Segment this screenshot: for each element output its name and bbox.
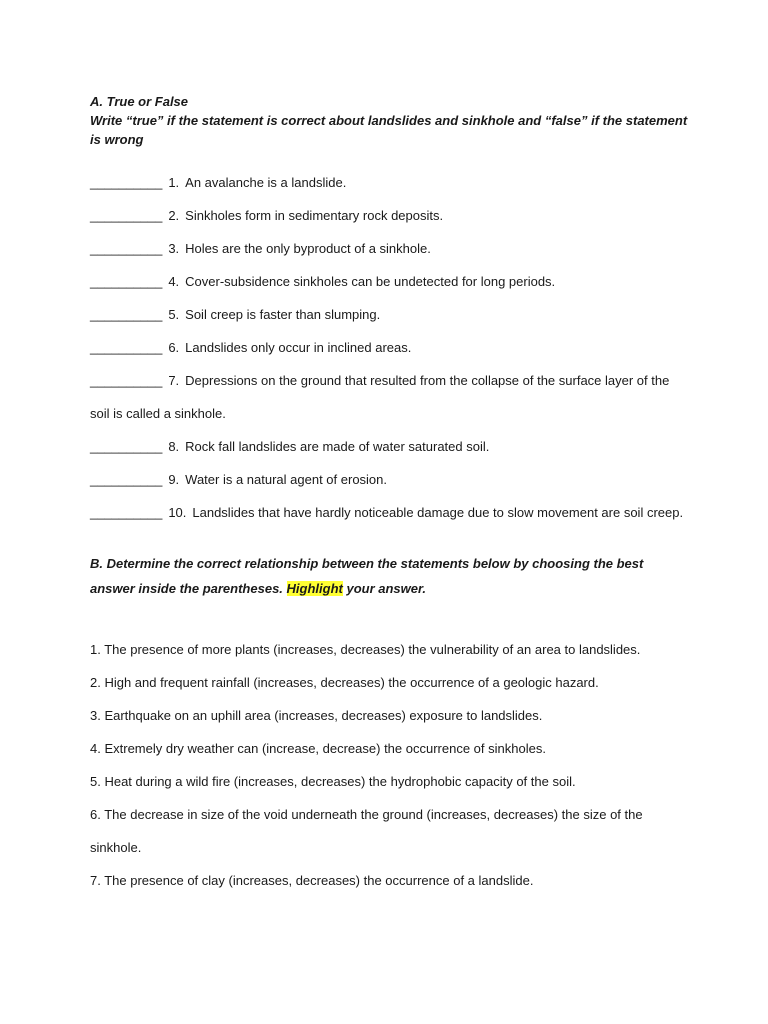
- list-item: [90, 265, 690, 298]
- item-statement: Depressions on the ground that resulted from the collapse of the surface layer of the soil is called a sinkhole.: [90, 373, 670, 421]
- item-number: 7.: [168, 373, 180, 388]
- list-item: [90, 199, 690, 232]
- item-number: 8.: [168, 439, 180, 454]
- item-statement: Holes are the only byproduct of a sinkhole.: [185, 241, 431, 256]
- answer-blank: __________: [90, 208, 163, 223]
- list-item: [90, 232, 690, 265]
- section-b-instructions-end: your answer.: [342, 581, 426, 596]
- answer-blank: __________: [90, 241, 163, 256]
- list-item: 4. Extremely dry weather can (increase, decrease) the occurrence of sinkholes.: [90, 741, 546, 756]
- relationship-list: [90, 633, 690, 897]
- answer-blank: __________: [90, 505, 163, 520]
- item-statement: Rock fall landslides are made of water saturated soil.: [185, 439, 490, 454]
- answer-blank: __________: [90, 307, 163, 322]
- list-item: [90, 298, 690, 331]
- item-number: 2.: [168, 208, 180, 223]
- list-item: 1. The presence of more plants (increases, decreases) the vulnerability of an area to landslides.: [90, 642, 641, 657]
- item-statement: Sinkholes form in sedimentary rock deposits.: [185, 208, 444, 223]
- item-statement: Soil creep is faster than slumping.: [185, 307, 381, 322]
- list-item: [90, 166, 690, 199]
- list-item: 3. Earthquake on an uphill area (increases, decreases) exposure to landslides.: [90, 708, 543, 723]
- answer-blank: __________: [90, 340, 163, 355]
- list-item: 6. The decrease in size of the void underneath the ground (increases, decreases) the size of the sinkhole.: [90, 807, 643, 855]
- section-a-title: A. True or False: [90, 94, 189, 109]
- highlight-word: Highlight: [286, 581, 343, 596]
- section-a-instructions: Write “true” if the statement is correct about landslides and sinkhole and “false” if the statement is wrong: [90, 113, 688, 147]
- answer-blank: __________: [90, 472, 163, 487]
- list-item: [90, 331, 690, 364]
- item-number: 1.: [168, 175, 180, 190]
- list-item: 7. The presence of clay (increases, decreases) the occurrence of a landslide.: [90, 873, 534, 888]
- section-b-instructions: [90, 551, 690, 601]
- list-item: [90, 496, 690, 529]
- item-number: 10.: [168, 505, 187, 520]
- list-item: [90, 364, 690, 430]
- item-statement: An avalanche is a landslide.: [185, 175, 347, 190]
- list-item: [90, 430, 690, 463]
- item-statement: Water is a natural agent of erosion.: [185, 472, 388, 487]
- item-statement: Landslides that have hardly noticeable damage due to slow movement are soil creep.: [192, 505, 684, 520]
- item-statement: Cover-subsidence sinkholes can be undetected for long periods.: [185, 274, 556, 289]
- true-false-list: [90, 166, 690, 529]
- item-number: 5.: [168, 307, 180, 322]
- section-b-instructions-text: B. Determine the correct relationship between the statements below by choosing the best answer inside the parentheses.: [90, 556, 644, 596]
- answer-blank: __________: [90, 373, 163, 388]
- answer-blank: __________: [90, 175, 163, 190]
- list-item: [90, 463, 690, 496]
- answer-blank: __________: [90, 274, 163, 289]
- item-number: 3.: [168, 241, 180, 256]
- item-statement: Landslides only occur in inclined areas.: [185, 340, 412, 355]
- answer-blank: __________: [90, 439, 163, 454]
- item-number: 9.: [168, 472, 180, 487]
- list-item: 5. Heat during a wild fire (increases, decreases) the hydrophobic capacity of the soil.: [90, 774, 576, 789]
- item-number: 6.: [168, 340, 180, 355]
- worksheet-page: [90, 92, 690, 897]
- item-number: 4.: [168, 274, 180, 289]
- list-item: 2. High and frequent rainfall (increases, decreases) the occurrence of a geologic hazard.: [90, 675, 599, 690]
